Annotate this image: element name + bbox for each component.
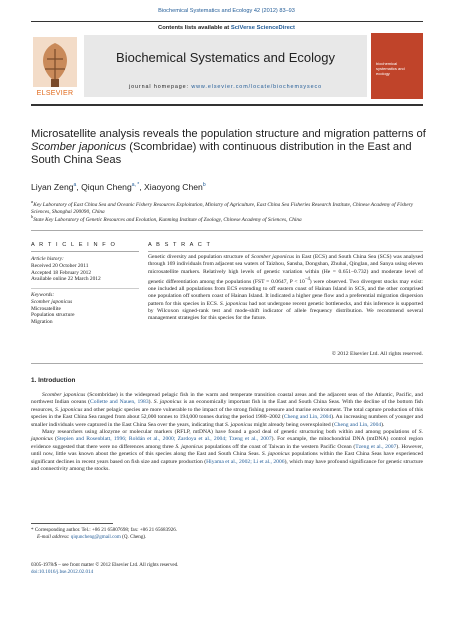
text-segment: ). (148, 399, 154, 406)
received-date: Received 20 October 2011 (31, 262, 89, 269)
accepted-date: Accepted 18 February 2012 (31, 269, 92, 276)
citation-link[interactable]: Cheng and Lin, 2004 (283, 414, 332, 421)
abstract-divider (148, 251, 423, 252)
text-segment: ). However, until now, little was known about the genetics of this species along the East and South China Seas. (31, 443, 423, 458)
online-date: Available online 22 March 2012 (31, 276, 101, 283)
running-head: Biochemical Systematics and Ecology 42 (2012) 83–93 (158, 8, 295, 14)
abstract-bottom-divider (31, 363, 423, 364)
abstract-exponent: −4 (304, 276, 310, 282)
article-history (31, 256, 141, 283)
corresponding-author-note (31, 527, 423, 534)
article-title (31, 128, 426, 167)
journal-cover-thumbnail[interactable] (371, 33, 423, 99)
title-text: Microsatellite analysis reveals the population structure and migration patterns of (31, 128, 426, 140)
text-segment: ). (381, 421, 385, 428)
abstract-heading: A B S T R A C T (148, 242, 212, 248)
species-name: S. japonicus (261, 451, 290, 458)
header-bottom-rule (31, 104, 423, 106)
introduction-heading: 1. Introduction (31, 377, 76, 384)
text-segment: Many researchers using allozyme or molecular markers (RFLP, mtDNA) have found a good deal of genetic structuring both within and among populations of (42, 429, 419, 436)
species-name: S. japonicus (55, 406, 83, 413)
text-segment: ). For example, the mitochondrial DNA (mtDNA) control region evidence suggested that there were no differences among three (31, 436, 423, 450)
species-name: S. japonicus (225, 421, 253, 428)
author-affiliation-mark[interactable]: a, * (131, 182, 140, 189)
author-list: Liyan Zeng$^a$, Qiqun Cheng$^{a, *}$, Xiaoyong Chen$^b$ (31, 182, 206, 192)
publication-info (31, 562, 423, 576)
affiliation-divider (31, 230, 423, 231)
text-segment: might already being overexploited ( (252, 421, 334, 428)
abstract-text (148, 254, 423, 323)
footnote-mark: * (31, 527, 34, 533)
abstract-species: S. japonicus (219, 300, 248, 307)
history-label: Article history: (31, 256, 64, 262)
affiliation-b (31, 214, 426, 224)
keyword: Population structure (31, 312, 75, 319)
homepage-link[interactable]: www.elsevier.com/locate/biochemsyseco (191, 84, 323, 90)
email-suffix: (Q. Cheng). (120, 533, 147, 540)
article-info-heading: A R T I C L E I N F O (31, 242, 117, 248)
citation-link[interactable]: Collette and Nauen, 1983 (90, 399, 149, 406)
elsevier-logo[interactable] (31, 35, 79, 101)
author-affiliation-mark[interactable]: b (202, 182, 206, 189)
abstract-segment: in East (ECS) and South China Sea (SCS) was analysed through 169 individuals from adjacent sea waters of Taizhou, Sansha, Dongshan, Zhuhai, Qinglan, and Sanya using eleven microsatellite markers. Relatively high levels of genetic variation within (He = 0.651–0.732) and moderate level of genetic differentiation among the populations (FST = 0.0647, P < 10 (148, 254, 424, 285)
article-info-divider (31, 251, 139, 252)
contents-line (0, 25, 453, 31)
text-segment: populations off the coast of Taiwan in the western Pacific Ocean ( (202, 443, 356, 450)
author-affiliation-mark[interactable]: a (73, 182, 77, 189)
email-label: E-mail address: (37, 533, 71, 540)
citation-link[interactable]: Hiyama et al., 2002; Li et al., 2006 (206, 458, 285, 465)
species-name: S. japonicus (175, 443, 203, 450)
journal-name: Biochemical Systematics and Ecology (116, 50, 335, 65)
title-text-end: (Scombridae) with continuous distribution in the East and South China Seas (31, 141, 412, 166)
affiliation-text: Key Laboratory of East China Sea and Oceanic Fishery Resources Exploitation, Ministry of Agriculture, East China Sea Fisheries Research Institute, Chinese Academy of Fishery Sciences, Shanghai 200090, China (31, 201, 414, 215)
citation-link[interactable]: Stepien and Rosenblatt, 1996; Roldán et al., 2000; Zardoya et al., 2004; Tzeng et al., 2007 (56, 436, 272, 443)
title-species: Scomber japonicus (31, 141, 127, 153)
abstract-segment: Genetic diversity and population structure of (148, 254, 252, 260)
author-name: Liyan Zeng (31, 182, 74, 192)
species-name: S. japonicus (153, 399, 182, 406)
footnote-rule (31, 523, 113, 524)
author-name: Xiaoyong Chen (144, 182, 203, 192)
affiliation-a (31, 199, 426, 215)
doi-link[interactable]: doi:10.1016/j.bse.2012.02.014 (31, 568, 94, 575)
keyword: Migration (31, 319, 53, 326)
homepage-prefix: journal homepage: (128, 84, 192, 90)
species-name: S. japonicus (31, 429, 423, 443)
introduction-body (31, 392, 423, 473)
footnote (31, 527, 423, 541)
email-link[interactable]: qiquncheng@gmail.com (70, 533, 121, 540)
keywords-block (31, 292, 141, 326)
keyword: Microsatellite (31, 305, 61, 312)
journal-homepage (84, 84, 367, 90)
cover-title: biochemical systematics and ecology (376, 61, 405, 76)
footnote-text: Corresponding author. Tel.: +86 21 65807698; fax: +86 21 65683926. (33, 527, 178, 533)
sciencedirect-link[interactable]: SciVerse ScienceDirect (230, 25, 295, 31)
keywords-divider (31, 288, 139, 289)
email-line (31, 534, 423, 541)
text-segment: is an economically important fish in the East and South China Seas. With the decline of the bottom fish resources, (31, 399, 423, 413)
text-segment: (Scombridae) is the widespread pelagic fish in the warm and temperate transition coastal areas and the adjacent seas of the Atlantic, Pacific, and northwest Indian oceans ( (31, 392, 423, 406)
species-name: Scomber japonicus (42, 392, 86, 398)
text-segment: ). An increasing numbers of younger and smaller individuals were captured in the East China Sea over the years, indicating that (31, 414, 424, 428)
paragraph (31, 429, 423, 473)
affiliation-mark: a (31, 199, 34, 204)
text-segment: and other pelagic species are more vulnerable to the impact of the strong fishing pressure and marine environment. The total capture production of this species in the East China Sea ranged from about 52,000 tonnes to 194,000 tonnes during the period 1980–2002 ( (31, 406, 423, 421)
text-segment: ), which may have profound significance for genetic structure and connectivity among the stocks. (31, 458, 423, 473)
elsevier-wordmark: ELSEVIER (36, 90, 74, 97)
affiliation-text: State Key Laboratory of Genetic Resources and Evolution, Kunming Institute of Zoology, Chinese Academy of Sciences, China (33, 216, 302, 223)
contents-prefix: Contents lists available at (158, 25, 231, 31)
paragraph (31, 392, 423, 429)
text-segment: populations within the East China Seas have experienced significant declines in recent years based on fish size and capture production ( (31, 451, 423, 465)
abstract-segment: had not undergone recent genetic bottlenecks, and this inference is supported by Wilcoxon signed-rank test and mode-shift indicator of allele frequency distribution. We recommend several management strategies for this species for the future. (148, 300, 424, 322)
abstract-segment: ) were observed. Two divergent stocks may exist: one included all populations from ECS extending to off eastern coast of Hainan Island in SCS, and the other comprised one population off southern coast of Hainan Island. It indicated a higher gene flow and a preferential migration dispersion pattern for this species in ECS. (148, 278, 423, 307)
copyright-line: © 2012 Elsevier Ltd. All rights reserved. (331, 351, 423, 357)
author-name: Qiqun Cheng (81, 182, 132, 192)
issn-line: 0305-1978/$ – see front matter © 2012 Elsevier Ltd. All rights reserved. (31, 562, 179, 568)
text-segment: ( (52, 436, 57, 443)
keywords-label: Keywords: (31, 292, 55, 298)
abstract-species: Scomber japonicus (251, 254, 295, 260)
citation-link[interactable]: Tzeng et al., 2007 (355, 443, 397, 450)
keyword: Scomber japonicus (31, 298, 73, 305)
header-top-rule (31, 21, 423, 22)
citation-link[interactable]: Cheng and Lin, 2004 (333, 421, 382, 428)
affiliation-mark: b (31, 214, 34, 219)
